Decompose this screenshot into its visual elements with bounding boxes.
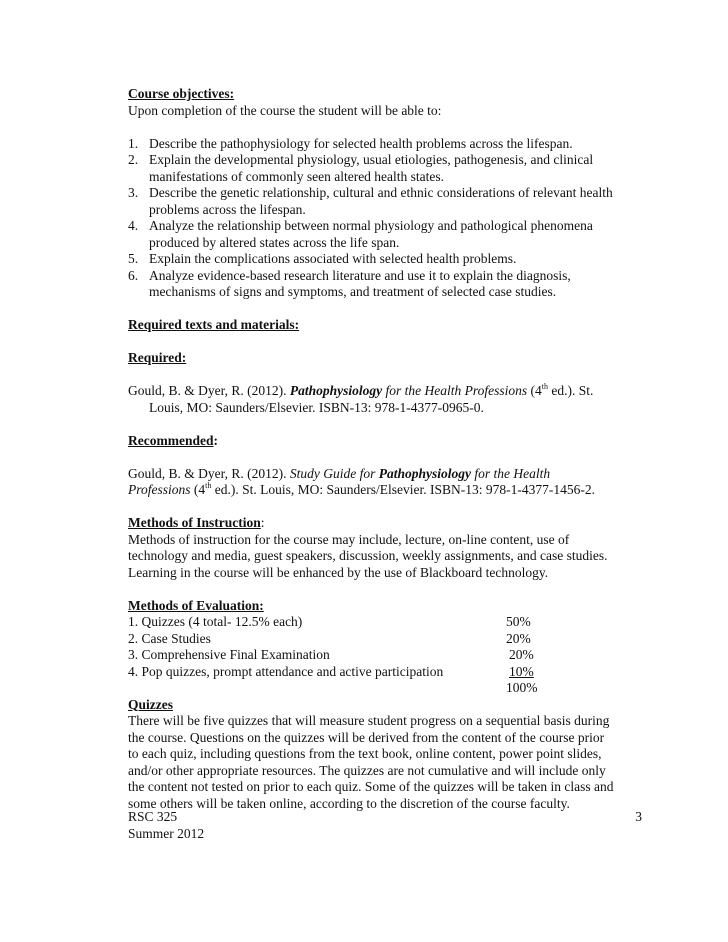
- evaluation-row: 3. Comprehensive Final Examination 20%: [128, 647, 534, 662]
- evaluation-row: 2. Case Studies 20%: [128, 630, 531, 646]
- instruction-paragraph: Methods of instruction for the course may include, lecture, on-line content, use of technology and media, guest speakers, discussion, weekly assignments, and case studies. Learning in the course will be enhanced by the use of Blackboard technology.: [128, 531, 608, 580]
- quizzes-paragraph: There will be five quizzes that will measure student progress on a sequential basis during the course. Questions on the quizzes will be derived from the content of the course prior to each quiz, including questions from the text book, online content, power point slides, and/or other appropriate resources. The quizzes are not cumulative and will include only the content not tested on prior to each quiz. Some of the quizzes will be taken in class and some others will be taken online, according to the discretion of the course faculty.: [128, 713, 614, 811]
- objectives-intro: Upon completion of the course the student will be able to:: [128, 102, 442, 118]
- page-footer: [128, 809, 642, 842]
- objective-item: 3. Describe the genetic relationship, cultural and ethnic considerations of relevant health problems across the lifespan.: [128, 185, 613, 217]
- evaluation-total-row: [128, 680, 648, 697]
- evaluation-row: 4. Pop quizzes, prompt attendance and active participation 10%: [128, 663, 534, 679]
- page-content: [128, 86, 648, 812]
- instruction-heading: Methods of Instruction:: [128, 515, 265, 530]
- footer-course-code: RSC 325: [128, 809, 178, 824]
- required-heading: Required:: [128, 350, 187, 365]
- objective-item: 4. Analyze the relationship between normal physiology and pathological phenomena produced by altered states across the life span.: [128, 218, 593, 250]
- quizzes-heading: Quizzes: [128, 696, 173, 712]
- objective-item: 2. Explain the developmental physiology, usual etiologies, pathogenesis, and clinical manifestations of commonly seen altered health states.: [128, 152, 594, 184]
- evaluation-total: 100%: [506, 680, 538, 695]
- objectives-list: [128, 136, 648, 301]
- objective-item: 6. Analyze evidence-based research literature and use it to explain the diagnosis, mechanisms of signs and symptoms, and treatment of selected case studies.: [128, 267, 571, 299]
- objective-item: 1. Describe the pathophysiology for selected health problems across the lifespan.: [128, 135, 573, 151]
- evaluation-table: [128, 614, 648, 697]
- recommended-citation: Gould, B. & Dyer, R. (2012). Study Guide for Pathophysiology for the Health Professions (4th ed.). St. Louis, MO: Saunders/Elsevier. ISBN-13: 978-1-4377-1456-2.: [128, 465, 595, 497]
- page-number: 3: [635, 809, 642, 824]
- objective-item: 5. Explain the complications associated with selected health problems.: [128, 251, 517, 266]
- course-objectives-heading: Course objectives:: [128, 86, 235, 101]
- required-texts-heading: Required texts and materials:: [128, 317, 300, 332]
- required-citation: Gould, B. & Dyer, R. (2012). Pathophysiology for the Health Professions (4th ed.). St. Louis, MO: Saunders/Elsevier. ISBN-13: 978-1-4377-0965-0.: [128, 381, 594, 415]
- footer-term: Summer 2012: [128, 825, 205, 841]
- evaluation-row: 1. Quizzes (4 total- 12.5% each) 50%: [128, 614, 531, 629]
- recommended-heading: Recommended:: [128, 432, 218, 448]
- evaluation-heading: Methods of Evaluation:: [128, 597, 264, 613]
